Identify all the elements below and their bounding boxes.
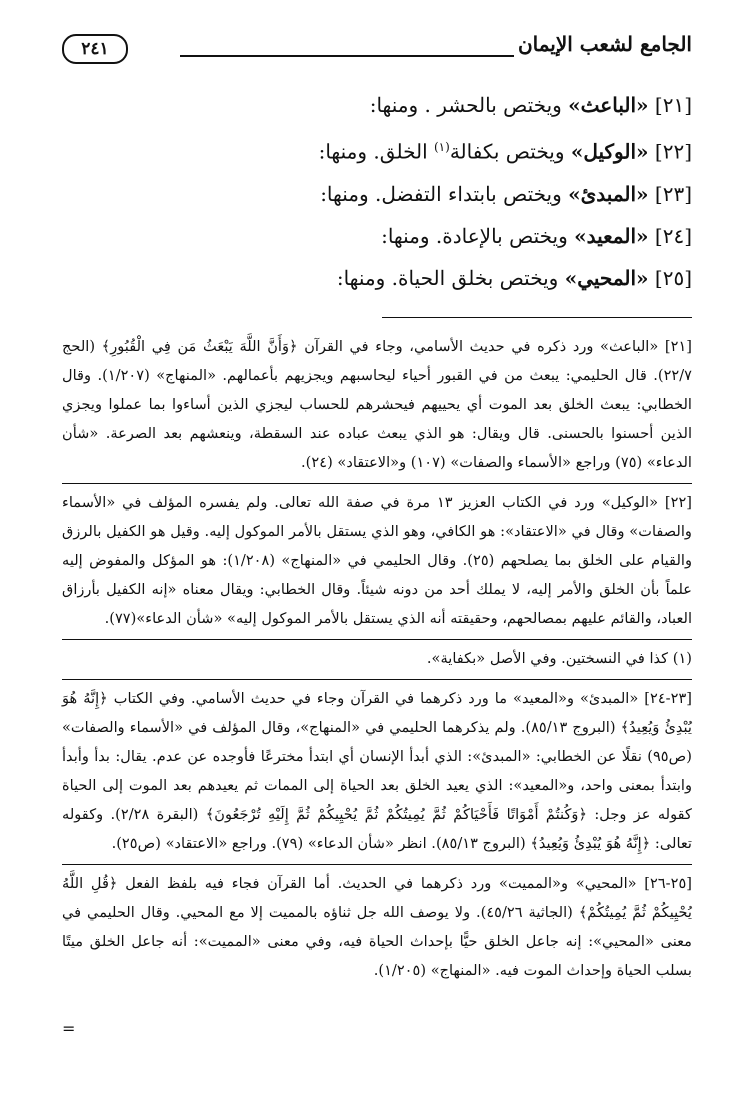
main-line-25: [٢٥] «المحيي» ويختص بخلق الحياة. ومنها: (336, 265, 692, 290)
note-21: [٢١] «الباعث» ورد ذكره في حديث الأسامي، وجاء في القرآن ﴿وَأَنَّ اللَّهَ يَبْعَثُ مَن فِي الْقُبُورِ﴾ (الحج ٢٢/٧). قال الحليمي: يبعث من في القبور أحياء ليحاسبهم ويجزيهم بأعمالهم. «المنهاج» (١/٢٠٧). وقال الخطابي: يبعث الخلق بعد الموت أي يحييهم فيحشرهم للحساب ليجزي الذين أساءوا بما عملوا ويجزي الذين أحسنوا بالحسنى. قال ويقال: هو الذي يبعث عباده عند السقطة، وينعشهم بعد الصرعة. «شأن الدعاء» (٧٥) وراجع «الأسماء والصفات» (١٠٧) و«الاعتقاد» (٢٤). (62, 332, 692, 484)
main-line-22: [٢٢] «الوكيل» ويختص بكفالة$^{(١)}$ الخلق. ومنها: (318, 139, 692, 164)
footnote-ref: (١) (433, 140, 450, 154)
main-line-23: [٢٣] «المبدئ» ويختص بابتداء التفضل. ومنها: (320, 181, 692, 206)
footnote-1: (١) كذا في النسختين. وفي الأصل «بكفاية». (62, 644, 692, 680)
main-line-24: [٢٤] «المعيد» ويختص بالإعادة. ومنها: (381, 223, 692, 248)
page-number: ٢٤١ (62, 34, 128, 64)
note-23-24: [٢٣-٢٤] «المبدئ» و«المعيد» ما ورد ذكرهما في القرآن وجاء في حديث الأسامي. وفي الكتاب ﴿إِنَّهُ هُوَ يُبْدِئُ وَيُعِيدُ﴾ (البروج ٨٥/١٣). ولم يذكرهما الحليمي في «المنهاج»، وقال المؤلف في «الأسماء والصفات» (ص٩٥) نقلًا عن الخطابي: «المبدئ»: الذي أبدأ الإنسان أي ابتدأ مخترعًا فأوجده عن عدم. يقال: بدأ وأبدأ وابتدأ بمعنى واحد، و«المعيد»: الذي يعيد الخلق بعد الحياة إلى الممات ثم يعيدهم بعد الموت إلى الحياة كقوله عز وجل: ﴿وَكُنتُمْ أَمْوَاتًا فَأَحْيَاكُمْ ثُمَّ يُمِيتُكُمْ ثُمَّ يُحْيِيكُمْ ثُمَّ إِلَيْهِ تُرْجَعُونَ﴾ (البقرة ٢/٢٨). وكقوله تعالى: ﴿إِنَّهُ هُوَ يُبْدِئُ وَيُعِيدُ﴾ (البروج ٨٥/١٣). انظر «شأن الدعاء» (٧٩). وراجع «الاعتقاد» (ص٢٥). (62, 684, 692, 865)
main-line-21: [٢١] «الباعث» ويختص بالحشر . ومنها: (369, 93, 692, 117)
continuation-mark: = (62, 1019, 76, 1038)
note-22: [٢٢] «الوكيل» ورد في الكتاب العزيز ١٣ مرة في صفة الله تعالى. ولم يفسره المؤلف في «الأسماء والصفات» وقال في «الاعتقاد»: هو الكافي، وهو الذي يستقل بالأمر الموكول إليه. وقيل هو الكفيل بالرزق والقيام على الخلق بما يصلحهم (٢٥). وقال الحليمي في «المنهاج» (١/٢٠٨): هو المؤكل والمفوض إليه علماً بأن الخلق والأمر إليه، لا يملك أحد من دونه شيئاً. وقال الخطابي: ويقال معناه «إنه الكفيل بأرزاق العباد، والقائم عليهم بمصالحهم، وحقيقته أنه الذي يستقل بالأمر الموكول إليه» «شأن الدعاء»(٧٧). (62, 488, 692, 640)
header-rule (180, 55, 514, 57)
main-text (62, 84, 692, 299)
footnote-separator (382, 317, 692, 318)
running-title: الجامع لشعب الإيمان (517, 32, 692, 56)
note-25-26: [٢٥-٢٦] «المحيي» و«المميت» ورد ذكرهما في الحديث. أما القرآن فجاء فيه بلفظ الفعل ﴿قُلِ اللَّهُ يُحْيِيكُمْ ثُمَّ يُمِيتُكُمْ﴾ (الجاثية ٤٥/٢٦). ولا يوصف الله جل ثناؤه بالمميت إلا مع المحيي. وقال الحليمي في معنى «المحيي»: إنه جاعل الخلق حيًّا بإحداث الحياة فيه، وفي معنى «المميت»: أنه جاعل الخلق ميتًا بسلب الحياة وإحداث الموت فيه. «المنهاج» (١/٢٠٥). (62, 874, 692, 979)
page-header (62, 30, 692, 72)
